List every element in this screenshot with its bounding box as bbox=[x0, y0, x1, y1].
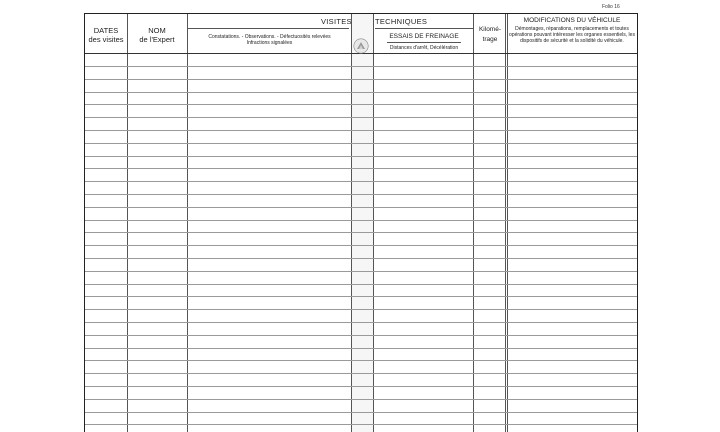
header-visites: VISITES bbox=[321, 17, 352, 26]
header-distances: Distances d'arrêt, Décélération bbox=[389, 45, 459, 51]
header-kilometrage-line1: Kilomé- bbox=[478, 26, 502, 33]
header-nom-line1: NOM bbox=[148, 26, 166, 35]
row-rule bbox=[85, 309, 637, 310]
header-constatations bbox=[188, 34, 351, 47]
row-rule bbox=[85, 117, 637, 118]
row-rule bbox=[85, 156, 637, 157]
row-rule bbox=[85, 245, 637, 246]
folio-number: Folio 16 bbox=[602, 4, 620, 10]
row-rule bbox=[85, 335, 637, 336]
header-subrule-left bbox=[188, 28, 349, 29]
header-dates-line1: DATES bbox=[93, 26, 119, 35]
header-freinage-underline bbox=[387, 42, 461, 43]
header-techniques: TECHNIQUES bbox=[375, 17, 428, 26]
row-rule bbox=[85, 168, 637, 169]
header-modifications: MODIFICATIONS DU VÉHICULE bbox=[523, 17, 621, 24]
row-rule bbox=[85, 348, 637, 349]
column-rule bbox=[473, 14, 474, 432]
header-expert-name bbox=[127, 26, 187, 45]
header-dates-line2: des visites bbox=[88, 35, 124, 45]
row-rule bbox=[85, 424, 637, 425]
row-rule bbox=[85, 386, 637, 387]
header-dates bbox=[85, 26, 127, 45]
row-rule bbox=[85, 271, 637, 272]
row-rule bbox=[85, 360, 637, 361]
row-rule bbox=[85, 92, 637, 93]
row-rule bbox=[85, 232, 637, 233]
tricolor-shield-icon bbox=[353, 38, 369, 54]
column-rule bbox=[351, 14, 352, 432]
row-rule bbox=[85, 412, 637, 413]
row-rule bbox=[85, 296, 637, 297]
row-rule bbox=[85, 399, 637, 400]
column-rule bbox=[127, 14, 128, 432]
row-rule bbox=[85, 322, 637, 323]
header-constatations-line1: Constatations. - Observations. - Défectuosités relevées bbox=[208, 34, 331, 40]
header-kilometrage bbox=[474, 25, 506, 45]
row-rule bbox=[85, 130, 637, 131]
column-rule bbox=[505, 14, 506, 432]
row-rule bbox=[85, 194, 637, 195]
column-rule bbox=[373, 14, 374, 432]
header-subrule-right bbox=[375, 28, 473, 29]
row-rule bbox=[85, 373, 637, 374]
row-rule bbox=[85, 181, 637, 182]
row-rule bbox=[85, 220, 637, 221]
row-rule bbox=[85, 66, 637, 67]
header-constatations-line2: Infractions signalées bbox=[246, 40, 293, 47]
row-rule bbox=[85, 143, 637, 144]
row-rule bbox=[85, 79, 637, 80]
header-nom-line2: de l'Expert bbox=[139, 35, 175, 45]
header-kilometrage-line2: trage bbox=[482, 36, 498, 44]
column-rule bbox=[187, 14, 188, 432]
row-rule bbox=[85, 258, 637, 259]
row-rule bbox=[85, 207, 637, 208]
header-freinage: ESSAIS DE FREINAGE bbox=[389, 33, 459, 40]
row-rule bbox=[85, 104, 637, 105]
row-rule bbox=[85, 284, 637, 285]
register-sheet bbox=[84, 13, 638, 432]
column-rule bbox=[507, 14, 508, 432]
header-modifications-desc: Démontages, réparations, remplacements et toutes opérations pouvant intéresser les organes essentiels, les dispositifs de sécurité et la solidité du véhicule. bbox=[509, 26, 635, 44]
ruled-lines bbox=[85, 14, 637, 432]
